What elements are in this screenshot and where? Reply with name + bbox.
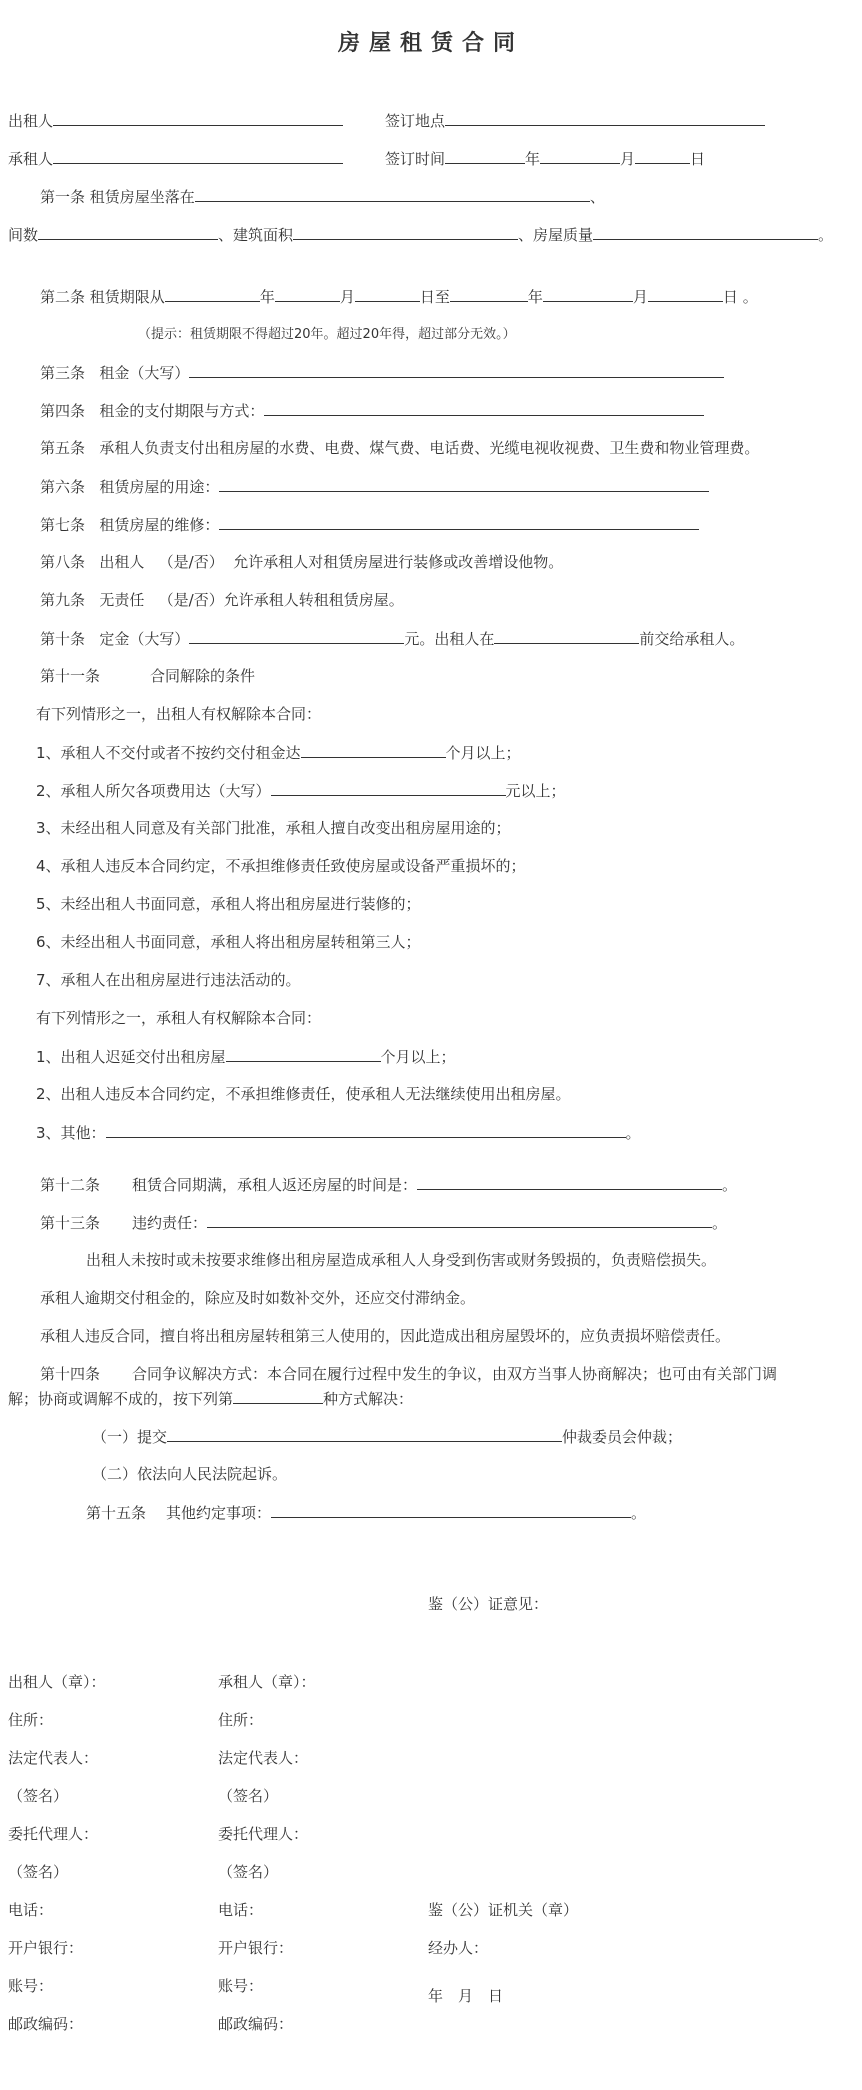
lessee-phone: 电话：: [218, 1901, 264, 1919]
article-8-party: 出租人: [99, 553, 145, 571]
lessee-line: [8, 148, 343, 169]
lessee-item-1-end: 个月以上；: [380, 1048, 456, 1066]
lessee-address: 住所：: [218, 1711, 264, 1729]
repair-blank: [219, 514, 699, 530]
article-1-text: 租赁房屋坐落在: [89, 188, 195, 206]
article-1: [40, 186, 605, 207]
lessor-postcode: 邮政编码：: [8, 2015, 84, 2033]
article-2-end: 。: [742, 288, 758, 306]
lessor-phone: 电话：: [8, 1901, 54, 1919]
fees-blank: [271, 780, 506, 796]
article-1-details: [8, 224, 833, 245]
lessor-termination-item-5: 5、未经出租人书面同意，承租人将出租房屋进行装修的；: [36, 895, 421, 913]
location-blank: [195, 186, 590, 202]
article-2-label: 第二条: [40, 288, 86, 306]
article-8-label: 第八条: [40, 553, 86, 571]
term-hint: （提示：租赁期限不得超过20年。超过20年得，超过部分无效。）: [138, 327, 516, 342]
article-9-text: 允许承租人转租租赁房屋。: [223, 591, 404, 609]
article-14-line-2: [8, 1388, 413, 1409]
liability-para-1: 出租人未按时或未按要求维修出租房屋造成承租人人身受到伤害或财务毁损的，负责赔偿损失。: [86, 1251, 717, 1269]
month-label: 月: [620, 150, 636, 168]
article-6-label: 第六条: [40, 478, 86, 496]
article-12: [40, 1174, 737, 1195]
article-2-text: 租赁期限从: [89, 288, 165, 306]
lessee-account: 账号：: [218, 1977, 264, 1995]
other-blank: [106, 1122, 626, 1138]
sign-month-blank: [540, 148, 620, 164]
payment-blank: [264, 400, 704, 416]
liability-para-2: 承租人逾期交付租金的，除应及时如数补交外，还应交付滞纳金。: [40, 1289, 476, 1307]
article-13-text: 违约责任：: [132, 1214, 208, 1232]
article-1-period: 。: [818, 226, 834, 244]
article-4: [40, 400, 704, 421]
article-6-text: 租赁房屋的用途：: [99, 478, 220, 496]
article-3-text: 租金（大写）: [99, 364, 190, 382]
from-year-blank: [165, 286, 260, 302]
from-month-label: 月: [339, 288, 355, 306]
lessee-blank: [53, 148, 343, 164]
article-12-end: 。: [722, 1176, 738, 1194]
lessee-seal: 承租人（章）：: [218, 1673, 316, 1691]
article-4-text: 租金的支付期限与方式：: [99, 402, 265, 420]
article-11-title: 合同解除的条件: [150, 667, 256, 685]
article-1-label: 第一条: [40, 188, 86, 206]
sign-place-blank: [445, 110, 765, 126]
item-1-text: 1、承租人不交付或者不按约交付租金达: [36, 744, 301, 762]
sign-place-line: [385, 110, 765, 131]
lessee-item-1-text: 1、出租人迟延交付出租房屋: [36, 1048, 226, 1066]
months-blank: [301, 742, 446, 758]
sign-time-label: 签订时间: [385, 150, 446, 168]
rooms-label: 间数: [8, 226, 39, 244]
article-14-line-2-end: 种方式解决：: [323, 1390, 414, 1408]
quality-blank: [593, 224, 818, 240]
sign-day-blank: [635, 148, 690, 164]
article-6: [40, 476, 709, 497]
lessor-agent: 委托代理人：: [8, 1825, 99, 1843]
lessor-termination-item-1: [36, 742, 521, 763]
lessee-postcode: 邮政编码：: [218, 2015, 294, 2033]
lessee-item-3-text: 3、其他：: [36, 1124, 106, 1142]
article-11: [40, 666, 255, 686]
quality-label: 、房屋质量: [518, 226, 594, 244]
notary-office: 鉴（公）证机关（章）: [428, 1901, 579, 1919]
usage-blank: [219, 476, 709, 492]
article-14: [40, 1364, 777, 1384]
article-9-label: 第九条: [40, 591, 86, 609]
article-2: [40, 286, 758, 307]
lessee-sign-2: （签名）: [218, 1863, 279, 1881]
item-1-end: 个月以上；: [445, 744, 521, 762]
to-month-blank: [543, 286, 633, 302]
dispute-option-1: [92, 1426, 682, 1447]
article-15: [86, 1502, 646, 1523]
from-day-blank: [355, 286, 420, 302]
to-year-blank: [450, 286, 528, 302]
lessor-blank: [53, 110, 343, 126]
article-14-label: 第十四条: [40, 1365, 101, 1383]
lessor-account: 账号：: [8, 1977, 54, 1995]
article-12-label: 第十二条: [40, 1176, 101, 1194]
article-1-end: 、: [589, 188, 605, 206]
dispute-option-2: （二）依法向人民法院起诉。: [92, 1465, 288, 1483]
lessor-legal-rep: 法定代表人：: [8, 1749, 99, 1767]
rent-blank: [189, 362, 724, 378]
lessor-termination-item-6: 6、未经出租人书面同意，承租人将出租房屋转租第三人；: [36, 933, 421, 951]
to-month-label: 月: [632, 288, 648, 306]
lessee-termination-item-1: [36, 1046, 456, 1067]
deposit-date-blank: [494, 628, 639, 644]
article-7-label: 第七条: [40, 516, 86, 534]
lessor-termination-item-3: 3、未经出租人同意及有关部门批准，承租人擅自改变出租房屋用途的；: [36, 819, 511, 837]
article-13-label: 第十三条: [40, 1214, 101, 1232]
lessee-bank: 开户银行：: [218, 1939, 294, 1957]
article-5-text: 承租人负责支付出租房屋的水费、电费、煤气费、电话费、光缆电视收视费、卫生费和物业管理费。: [99, 439, 760, 457]
page-title: 房屋租赁合同: [337, 31, 524, 56]
return-time-blank: [417, 1174, 722, 1190]
lessor-termination-item-4: 4、承租人违反本合同约定，不承担维修责任致使房屋或设备严重损坏的；: [36, 857, 526, 875]
article-10-label: 第十条: [40, 630, 86, 648]
article-10-text: 定金（大写）: [99, 630, 190, 648]
article-14-line-2-text: 解；协商或调解不成的，按下列第: [8, 1390, 234, 1408]
lessee-termination-item-3: [36, 1122, 641, 1143]
article-15-text: 其他约定事项：: [166, 1504, 272, 1522]
lessor-sign-2: （签名）: [8, 1863, 69, 1881]
year-label: 年: [525, 150, 541, 168]
sign-place-label: 签订地点: [385, 112, 446, 130]
rooms-blank: [38, 224, 218, 240]
lessor-termination-intro: 有下列情形之一，出租人有权解除本合同：: [36, 705, 322, 723]
article-8: [40, 552, 563, 572]
lessee-item-3-end: 。: [625, 1124, 641, 1142]
notary-date: 年 月 日: [428, 1987, 504, 2005]
article-13-end: 。: [712, 1214, 728, 1232]
lessee-sign-1: （签名）: [218, 1787, 279, 1805]
option-1-end: 仲裁委员会仲裁；: [562, 1428, 683, 1446]
lessee-label: 承租人: [8, 150, 54, 168]
lessor-termination-item-2: [36, 780, 566, 801]
article-10-mid: 元。出租人在: [404, 630, 495, 648]
article-9-choice: （是/否）: [158, 591, 224, 609]
from-month-blank: [275, 286, 340, 302]
arbitration-blank: [167, 1426, 562, 1442]
option-1-text: （一）提交: [92, 1428, 168, 1446]
liability-blank: [207, 1212, 712, 1228]
article-8-text: 允许承租人对租赁房屋进行装修或改善增设他物。: [233, 553, 564, 571]
to-day-blank: [648, 286, 723, 302]
article-15-label: 第十五条: [86, 1504, 147, 1522]
article-9: [40, 590, 404, 610]
article-13: [40, 1212, 727, 1233]
item-2-text: 2、承租人所欠各项费用达（大写）: [36, 782, 271, 800]
article-14-line-1: 合同争议解决方式：本合同在履行过程中发生的争议，由双方当事人协商解决；也可由有关部门调: [132, 1365, 778, 1383]
to-day-label: 日: [722, 288, 738, 306]
article-10: [40, 628, 744, 649]
lessor-sign-1: （签名）: [8, 1787, 69, 1805]
article-12-text: 租赁合同期满，承租人返还房屋的时间是：: [132, 1176, 418, 1194]
notary-opinion: 鉴（公）证意见：: [428, 1595, 549, 1613]
article-7-text: 租赁房屋的维修：: [99, 516, 220, 534]
lessor-label: 出租人: [8, 112, 54, 130]
article-8-choice: （是/否）: [158, 553, 224, 571]
article-3-label: 第三条: [40, 364, 86, 382]
area-label: 、建筑面积: [218, 226, 294, 244]
article-11-label: 第十一条: [40, 667, 101, 685]
area-blank: [293, 224, 518, 240]
from-year-label: 年: [259, 288, 275, 306]
day-label: 日: [690, 150, 706, 168]
other-terms-blank: [271, 1502, 631, 1518]
article-9-party: 无责任: [99, 591, 145, 609]
from-day-label: 日至: [419, 288, 450, 306]
article-5: [40, 438, 759, 458]
article-15-end: 。: [631, 1504, 647, 1522]
lessor-seal: 出租人（章）：: [8, 1673, 106, 1691]
deposit-blank: [189, 628, 404, 644]
delay-months-blank: [226, 1046, 381, 1062]
article-7: [40, 514, 699, 535]
lessor-termination-item-7: 7、承租人在出租房屋进行违法活动的。: [36, 971, 301, 989]
liability-para-3: 承租人违反合同，擅自将出租房屋转租第三人使用的，因此造成出租房屋毁坏的，应负责损坏赔偿责任。: [40, 1327, 731, 1345]
article-10-end: 前交给承租人。: [639, 630, 745, 648]
item-2-end: 元以上；: [505, 782, 566, 800]
lessor-address: 住所：: [8, 1711, 54, 1729]
to-year-label: 年: [527, 288, 543, 306]
article-5-label: 第五条: [40, 439, 86, 457]
article-4-label: 第四条: [40, 402, 86, 420]
lessor-line: [8, 110, 343, 131]
sign-time-line: [385, 148, 705, 169]
notary-handler: 经办人：: [428, 1939, 489, 1957]
method-blank: [233, 1388, 323, 1404]
article-3: [40, 362, 724, 383]
lessee-agent: 委托代理人：: [218, 1825, 309, 1843]
lessee-legal-rep: 法定代表人：: [218, 1749, 309, 1767]
lessor-bank: 开户银行：: [8, 1939, 84, 1957]
lessee-termination-intro: 有下列情形之一，承租人有权解除本合同：: [36, 1009, 322, 1027]
lessee-termination-item-2: 2、出租人违反本合同约定，不承担维修责任，使承租人无法继续使用出租房屋。: [36, 1085, 571, 1103]
sign-year-blank: [445, 148, 525, 164]
